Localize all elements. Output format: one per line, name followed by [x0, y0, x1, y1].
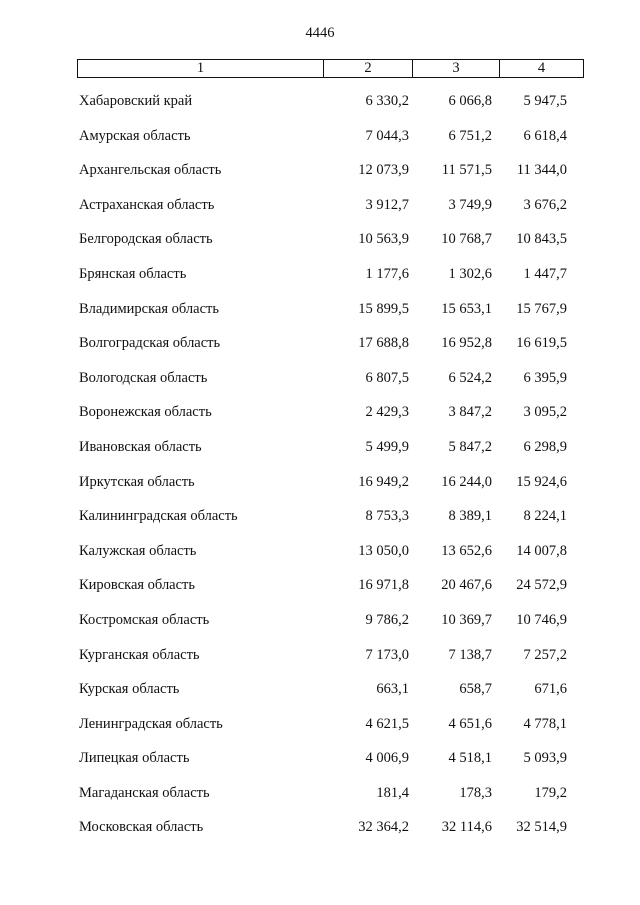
region-name: Костромская область	[79, 611, 210, 628]
column-header-3: 3	[413, 60, 500, 78]
table-row	[0, 84, 640, 119]
region-name: Воронежская область	[79, 404, 212, 421]
table-row	[0, 638, 640, 673]
value-col-2: 13 050,0	[358, 542, 409, 559]
value-col-2: 17 688,8	[358, 335, 409, 352]
value-col-2: 12 073,9	[358, 162, 409, 179]
value-col-3: 6 066,8	[448, 93, 492, 109]
value-col-4: 4 778,1	[523, 715, 567, 732]
value-col-2: 3 912,7	[365, 196, 409, 213]
value-col-2: 4 621,5	[365, 715, 409, 732]
value-col-2: 16 971,8	[358, 577, 409, 594]
value-col-4: 10 843,5	[516, 231, 567, 248]
value-col-2: 6 807,5	[365, 369, 409, 386]
table-row	[0, 326, 640, 361]
value-col-3: 20 467,6	[441, 577, 492, 594]
region-name: Кировская область	[79, 577, 196, 594]
value-col-4: 1 447,7	[523, 265, 567, 282]
table-row	[0, 222, 640, 257]
region-name: Курганская область	[79, 646, 200, 663]
region-name: Брянская область	[79, 265, 187, 282]
value-col-2: 5 499,9	[365, 438, 409, 455]
region-name: Волгоградская область	[79, 335, 221, 352]
value-col-4: 6 298,9	[523, 438, 567, 455]
value-col-4: 14 007,8	[516, 542, 567, 559]
table-row	[0, 499, 640, 534]
value-col-3: 4 651,6	[448, 715, 492, 732]
region-name: Астраханская область	[79, 196, 215, 213]
value-col-2: 16 949,2	[358, 473, 409, 490]
region-name: Амурская область	[79, 127, 191, 144]
value-col-3: 5 847,2	[448, 438, 492, 455]
region-name: Хабаровский край	[79, 93, 193, 109]
value-col-2: 8 753,3	[365, 508, 409, 525]
region-name: Липецкая область	[79, 750, 190, 767]
value-col-2: 6 330,2	[365, 93, 409, 109]
table-row	[0, 603, 640, 638]
value-col-3: 3 749,9	[448, 196, 492, 213]
region-name: Магаданская область	[79, 784, 210, 801]
table-row	[0, 119, 640, 154]
value-col-3: 10 768,7	[441, 231, 492, 248]
table-row	[0, 257, 640, 292]
table-row	[0, 188, 640, 223]
value-col-2: 7 173,0	[365, 646, 409, 663]
value-col-3: 10 369,7	[441, 611, 492, 628]
value-col-4: 5 093,9	[523, 750, 567, 767]
value-col-4: 32 514,9	[516, 819, 567, 836]
value-col-4: 15 924,6	[516, 473, 567, 490]
table-row	[0, 292, 640, 327]
value-col-4: 671,6	[534, 681, 567, 698]
region-name: Курская область	[79, 681, 180, 698]
region-name: Ивановская область	[79, 438, 202, 455]
region-name: Ленинградская область	[79, 715, 223, 732]
value-col-4: 11 344,0	[516, 162, 567, 179]
value-col-3: 1 302,6	[448, 265, 492, 282]
value-col-4: 3 095,2	[523, 404, 567, 421]
value-col-2: 1 177,6	[365, 265, 409, 282]
table-row	[0, 465, 640, 500]
value-col-3: 8 389,1	[448, 508, 492, 525]
value-col-2: 663,1	[376, 681, 409, 698]
table-row	[0, 776, 640, 811]
value-col-2: 32 364,2	[358, 819, 409, 836]
value-col-3: 11 571,5	[441, 162, 492, 179]
table-row	[0, 707, 640, 742]
value-col-4: 8 224,1	[523, 508, 567, 525]
region-name: Владимирская область	[79, 300, 219, 317]
table-row	[0, 430, 640, 465]
value-col-3: 178,3	[459, 784, 492, 801]
value-col-4: 5 947,5	[523, 93, 567, 109]
region-name: Иркутская область	[79, 473, 195, 490]
value-col-3: 13 652,6	[441, 542, 492, 559]
region-name: Московская область	[79, 819, 204, 836]
value-col-3: 16 952,8	[441, 335, 492, 352]
table-row	[0, 153, 640, 188]
table-body	[0, 84, 640, 845]
value-col-2: 7 044,3	[365, 127, 409, 144]
value-col-3: 6 751,2	[448, 127, 492, 144]
value-col-2: 9 786,2	[365, 611, 409, 628]
table-row	[0, 361, 640, 396]
table-row	[0, 810, 640, 845]
value-col-2: 10 563,9	[358, 231, 409, 248]
value-col-3: 6 524,2	[448, 369, 492, 386]
value-col-2: 15 899,5	[358, 300, 409, 317]
value-col-3: 7 138,7	[448, 646, 492, 663]
value-col-3: 3 847,2	[448, 404, 492, 421]
column-header-row	[78, 60, 584, 78]
value-col-3: 4 518,1	[448, 750, 492, 767]
value-col-3: 32 114,6	[441, 819, 492, 836]
table-row	[0, 395, 640, 430]
region-name: Калининградская область	[79, 508, 238, 525]
value-col-4: 6 395,9	[523, 369, 567, 386]
region-name: Архангельская область	[79, 162, 222, 179]
value-col-4: 15 767,9	[516, 300, 567, 317]
value-col-4: 3 676,2	[523, 196, 567, 213]
table-row	[0, 534, 640, 569]
value-col-4: 179,2	[534, 784, 567, 801]
value-col-2: 4 006,9	[365, 750, 409, 767]
value-col-2: 2 429,3	[365, 404, 409, 421]
column-header-1: 1	[78, 60, 324, 78]
region-name: Вологодская область	[79, 369, 208, 386]
value-col-4: 7 257,2	[523, 646, 567, 663]
value-col-4: 16 619,5	[516, 335, 567, 352]
table-row	[0, 672, 640, 707]
column-header-table	[77, 59, 584, 78]
table-row	[0, 568, 640, 603]
value-col-4: 10 746,9	[516, 611, 567, 628]
table-row	[0, 741, 640, 776]
value-col-3: 658,7	[459, 681, 492, 698]
column-header-4: 4	[500, 60, 584, 78]
value-col-4: 24 572,9	[516, 577, 567, 594]
value-col-4: 6 618,4	[523, 127, 567, 144]
value-col-3: 16 244,0	[441, 473, 492, 490]
column-header-2: 2	[324, 60, 413, 78]
region-name: Калужская область	[79, 542, 197, 559]
value-col-3: 15 653,1	[441, 300, 492, 317]
page-number: 4446	[305, 25, 335, 41]
region-name: Белгородская область	[79, 231, 213, 248]
value-col-2: 181,4	[376, 784, 409, 801]
